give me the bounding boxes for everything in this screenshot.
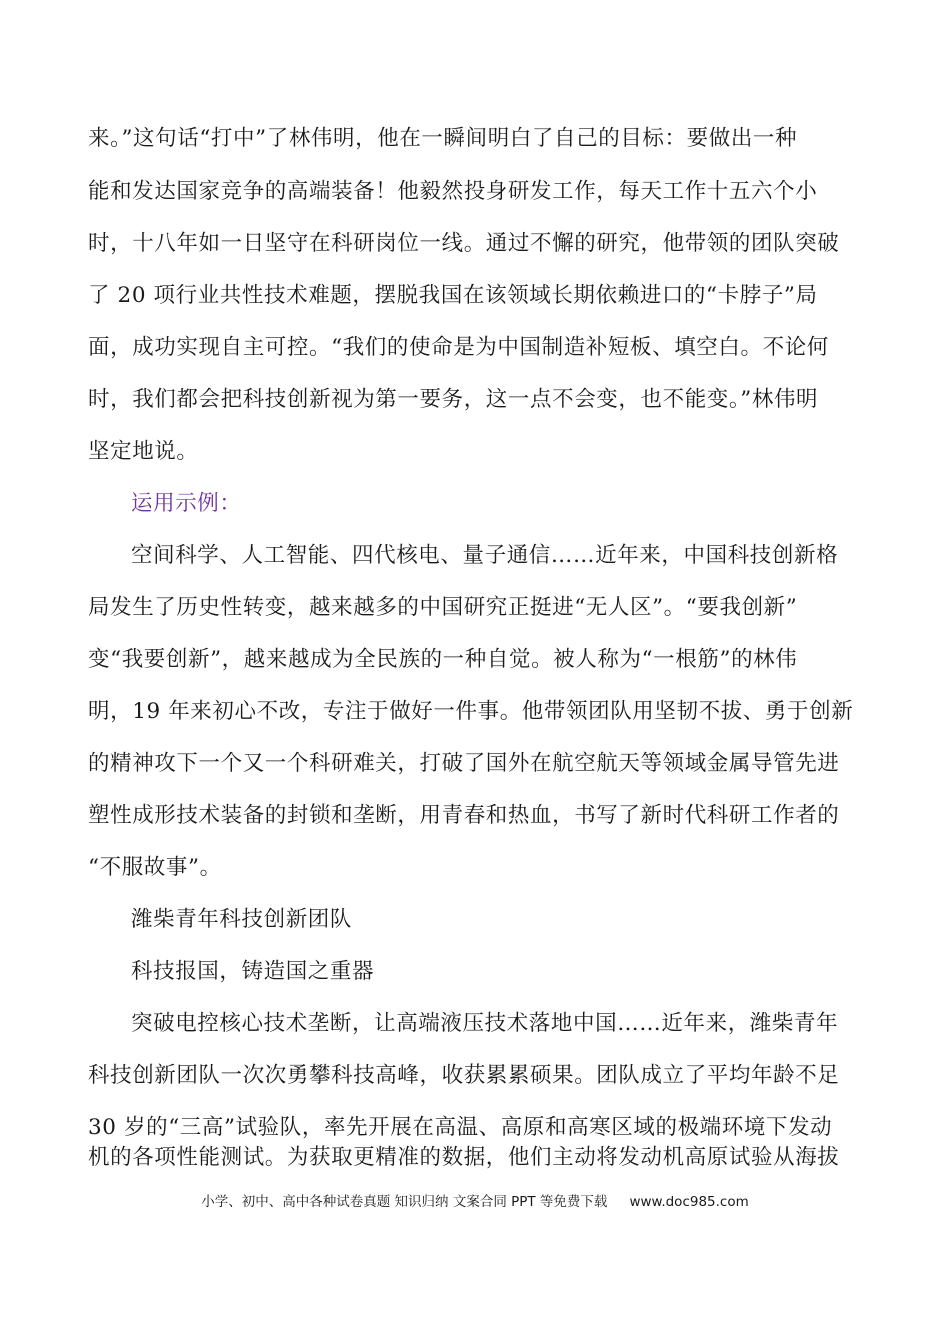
footer-url-link[interactable]: www.doc985.com — [629, 1194, 749, 1210]
paragraph-2-line-6: 塑性成形技术装备的封锁和垄断，用青春和热血，书写了新时代科研工作者的 — [88, 803, 840, 828]
paragraph-3-line-3: 30 岁的“三高”试验队，率先开展在高温、高原和高寒区域的极端环境下发动 — [88, 1115, 833, 1140]
paragraph-2-line-2: 局发生了历史性转变，越来越多的中国研究正挺进“无人区”。“要我创新” — [88, 595, 798, 620]
paragraph-1-line-6: 时，我们都会把科技创新视为第一要务，这一点不会变，也不能变。”林伟明 — [88, 387, 819, 412]
page-footer — [0, 1190, 950, 1210]
paragraph-1-line-1: 来。”这句话“打中”了林伟明，他在一瞬间明白了自己的目标：要做出一种 — [88, 126, 798, 151]
paragraph-2-line-3: 变“我要创新”，越来越成为全民族的一种自觉。被人称为“一根筋”的林伟 — [88, 647, 798, 672]
section-title: 潍柴青年科技创新团队 — [131, 907, 353, 932]
footer-text: 小学、初中、高中各种试卷真题 知识归纳 文案合同 PPT 等免费下载 — [201, 1194, 608, 1210]
paragraph-1-line-7: 坚定地说。 — [88, 439, 199, 464]
example-heading: 运用示例： — [131, 491, 242, 516]
paragraph-2-line-7: “不服故事”。 — [88, 855, 222, 880]
paragraph-1-line-3: 时，十八年如一日坚守在科研岗位一线。通过不懈的研究，他带领的团队突破 — [88, 231, 840, 256]
paragraph-2-line-4: 明，19 年来初心不改，专注于做好一件事。他带领团队用坚韧不拔、勇于创新 — [88, 699, 854, 724]
paragraph-2-line-5: 的精神攻下一个又一个科研难关，打破了国外在航空航天等领域金属导管先进 — [88, 751, 840, 776]
paragraph-1-line-2: 能和发达国家竞争的高端装备！他毅然投身研发工作，每天工作十五六个小 — [88, 179, 818, 204]
paragraph-1-line-4: 了 20 项行业共性技术难题，摆脱我国在该领域长期依赖进口的“卡脖子”局 — [88, 283, 818, 308]
paragraph-2-line-1: 空间科学、人工智能、四代核电、量子通信……近年来，中国科技创新格 — [131, 543, 839, 568]
paragraph-3-line-2: 科技创新团队一次次勇攀科技高峰，收获累累硕果。团队成立了平均年龄不足 — [88, 1063, 840, 1088]
paragraph-3-line-1: 突破电控核心技术垄断，让高端液压技术落地中国……近年来，潍柴青年 — [131, 1011, 839, 1036]
paragraph-3-line-4: 机的各项性能测试。为获取更精准的数据，他们主动将发动机高原试验从海拔 — [88, 1145, 840, 1170]
section-subtitle: 科技报国，铸造国之重器 — [131, 959, 375, 984]
paragraph-1-line-5: 面，成功实现自主可控。“我们的使命是为中国制造补短板、填空白。不论何 — [88, 335, 829, 360]
